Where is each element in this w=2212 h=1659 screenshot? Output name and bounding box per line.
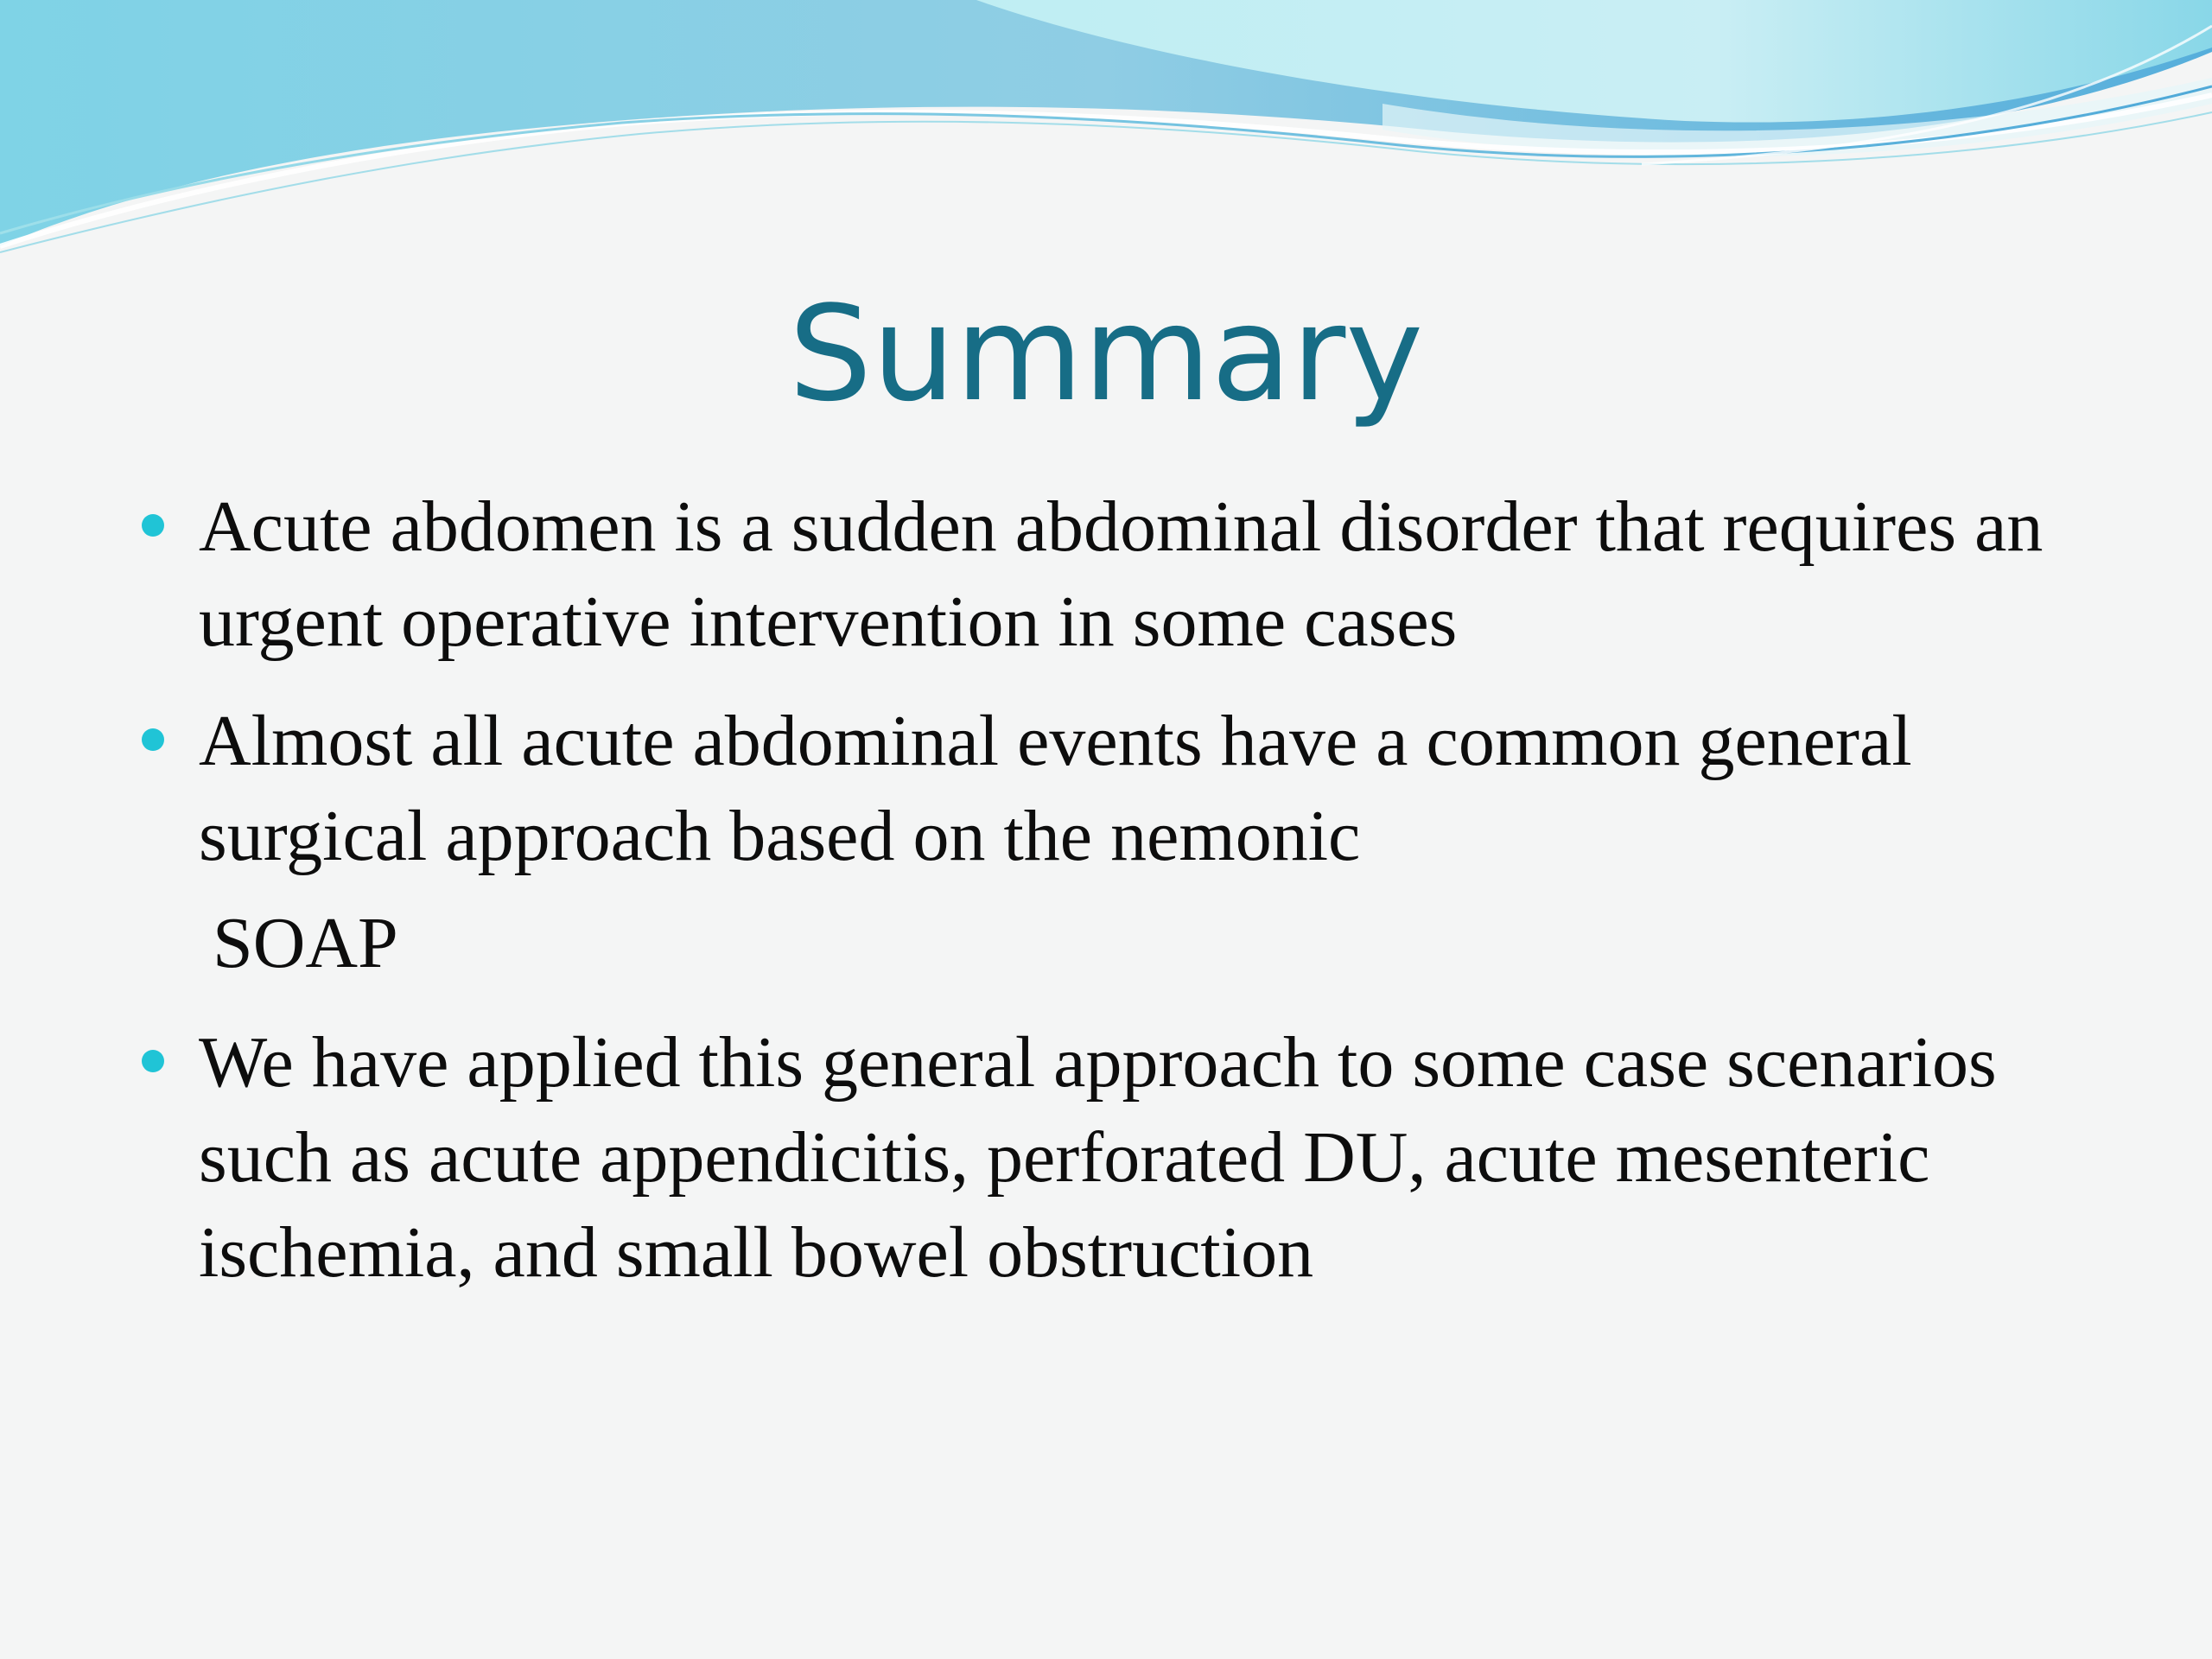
slide-title: Summary <box>788 277 1424 430</box>
bullet-continuation <box>138 896 2082 991</box>
bullet-dot-icon <box>142 514 164 537</box>
bullet-item <box>138 1015 2082 1300</box>
bullet-text: Acute abdomen is a sudden abdominal disorder that requires an urgent operative intervention in some cases <box>199 486 2044 662</box>
bullet-dot-icon <box>142 1050 164 1072</box>
decorative-wave-header <box>0 0 2212 259</box>
bullet-item <box>138 694 2082 884</box>
bullet-dot-icon <box>142 728 164 751</box>
mnemonic-text: SOAP <box>213 903 398 983</box>
bullet-text: We have applied this general approach to some case scenarios such as acute appendicitis, perforated DU, acute mesenteric ischemia, and small bowel obstruction <box>199 1022 1997 1293</box>
bullet-list <box>138 480 2082 1300</box>
bullet-item <box>138 480 2082 670</box>
bullet-text: Almost all acute abdominal events have a common general surgical approach based on the nemonic <box>199 701 1912 876</box>
